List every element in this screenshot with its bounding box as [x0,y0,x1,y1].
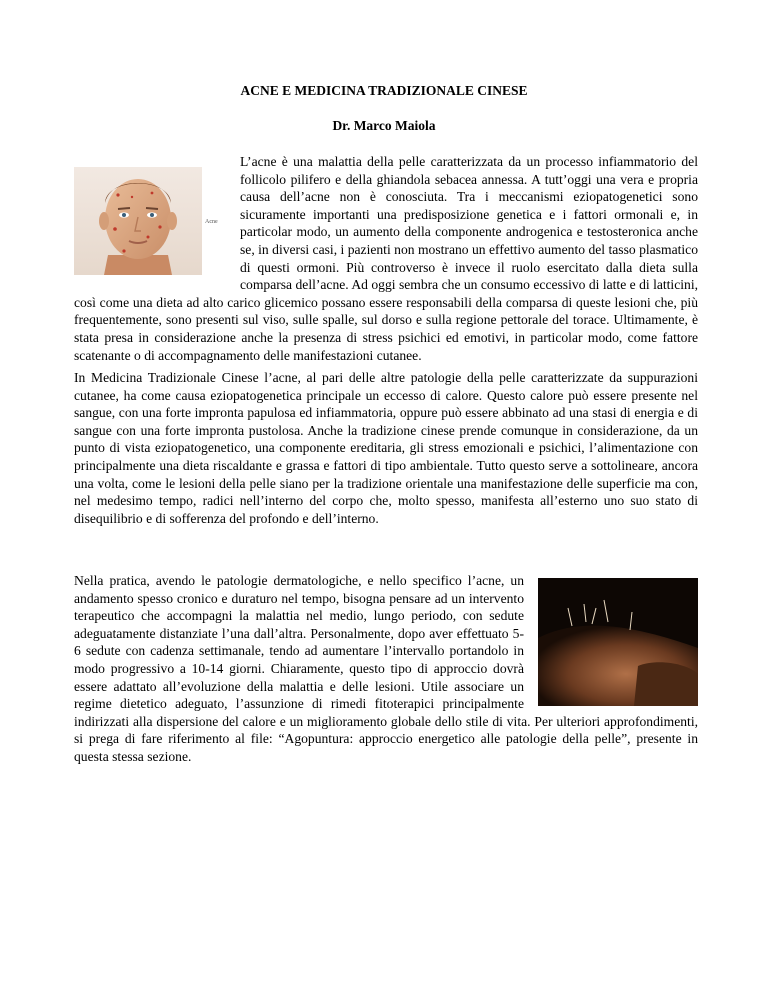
document-title: ACNE E MEDICINA TRADIZIONALE CINESE [240,83,528,98]
acupuncture-figure [538,578,698,706]
face-caption: Acne [205,219,218,225]
acne-face-figure [74,153,236,277]
paragraph-1-block [74,153,698,364]
paragraph-3: Nella pratica, avendo le patologie dermatologiche, e nello specifico l’acne, un andamento spesso cronico e duraturo nel tempo, bisogna pensare ad un intervento terapeutico che accompagni la malattia nel medio, lungo periodo, con sedute adeguatamente distanziate l’una dall’altra. Personalmente, dopo aver effettuato 5-6 sedute con cadenza settimanale, tendo ad aumentare l’intervallo portandolo in modo progressivo a 10-14 giorni. Chiaramente, questo tipo di approccio dovrà essere adattato all’evoluzione della malattia e delle lesioni. Utile associare un regime dietetico adeguato, l’assunzione di rimedi fitoterapici principalmente indirizzati alla dispersione del calore e un miglioramento globale dello stile di vita. Per ulteriori approfondimenti, si prega di fare riferimento al file: “Agopuntura: approccio energetico alle patologie della pelle”, presente in questa stessa sezione. [74,573,698,764]
paragraph-3-block [74,572,698,766]
acne-face-illustration [74,167,202,275]
paragraph-2: In Medicina Tradizionale Cinese l’acne, al pari delle altre patologie della pelle caratterizzate da suppurazioni cutanee, ha come causa eziopatogenetica principale un eccesso di calore. Questo calore può essere presente nel sangue, con una forte impronta papulosa ed infiammatoria, oppure può essere abbinato ad una stasi di energia e di sangue con una forte impronta pustolosa. Anche la tradizione cinese prende comunque in considerazione, da un punto di vista eziopatogenetico, una componente ereditaria, gli stress emozionali e psichici, l’alimentazione con principalmente una dieta riscaldante e grassa e fattori di tipo ambientale. Tutto questo serve a sottolineare, ancora una volta, come le lesioni della pelle siano per la tradizione orientale una manifestazione delle superficie ma con, nel medesimo tempo, radici nell’interno del corpo che, molto spesso, manifesta all’esterno uno suo stato di disequilibrio e di sofferenza del profondo e dell’interno. [74,370,698,526]
acupuncture-photo [538,578,698,706]
paragraph-1: L’acne è una malattia della pelle caratterizzata da un processo infiammatorio del follicolo pilifero e della ghiandola sebacea annessa. A tutt’oggi una vera e propria causa dell’acne non è conosciuta. Tra i meccanismi eziopatogenetici sono sicuramente importanti una predisposizione genetica e i fattori ormonali e, in particolar modo, un aumento della componente androgenica e testosteronica anche se, in diversi casi, i pazienti non mostrano un effettivo aumento del tasso plasmatico di questi ormoni. Più controverso è invece il ruolo esercitato dalla dieta sulla comparsa dell’acne. Ad oggi sembra che un consumo eccessivo di latte e di latticini, così come una dieta ad alto carico glicemico possano essere responsabili della comparsa di queste lesioni che, più frequentemente, sono presenti sul viso, sulle spalle, sul dorso e sulla regione pettorale del torace. Ultimamente, è stata presa in considerazione anche la presenza di stress psichici ed emotivi, in particolar modo, come fattore scatenante o di accompagnamento delle manifestazioni cutanee. [74,154,698,363]
document-author: Dr. Marco Maiola [332,118,436,133]
